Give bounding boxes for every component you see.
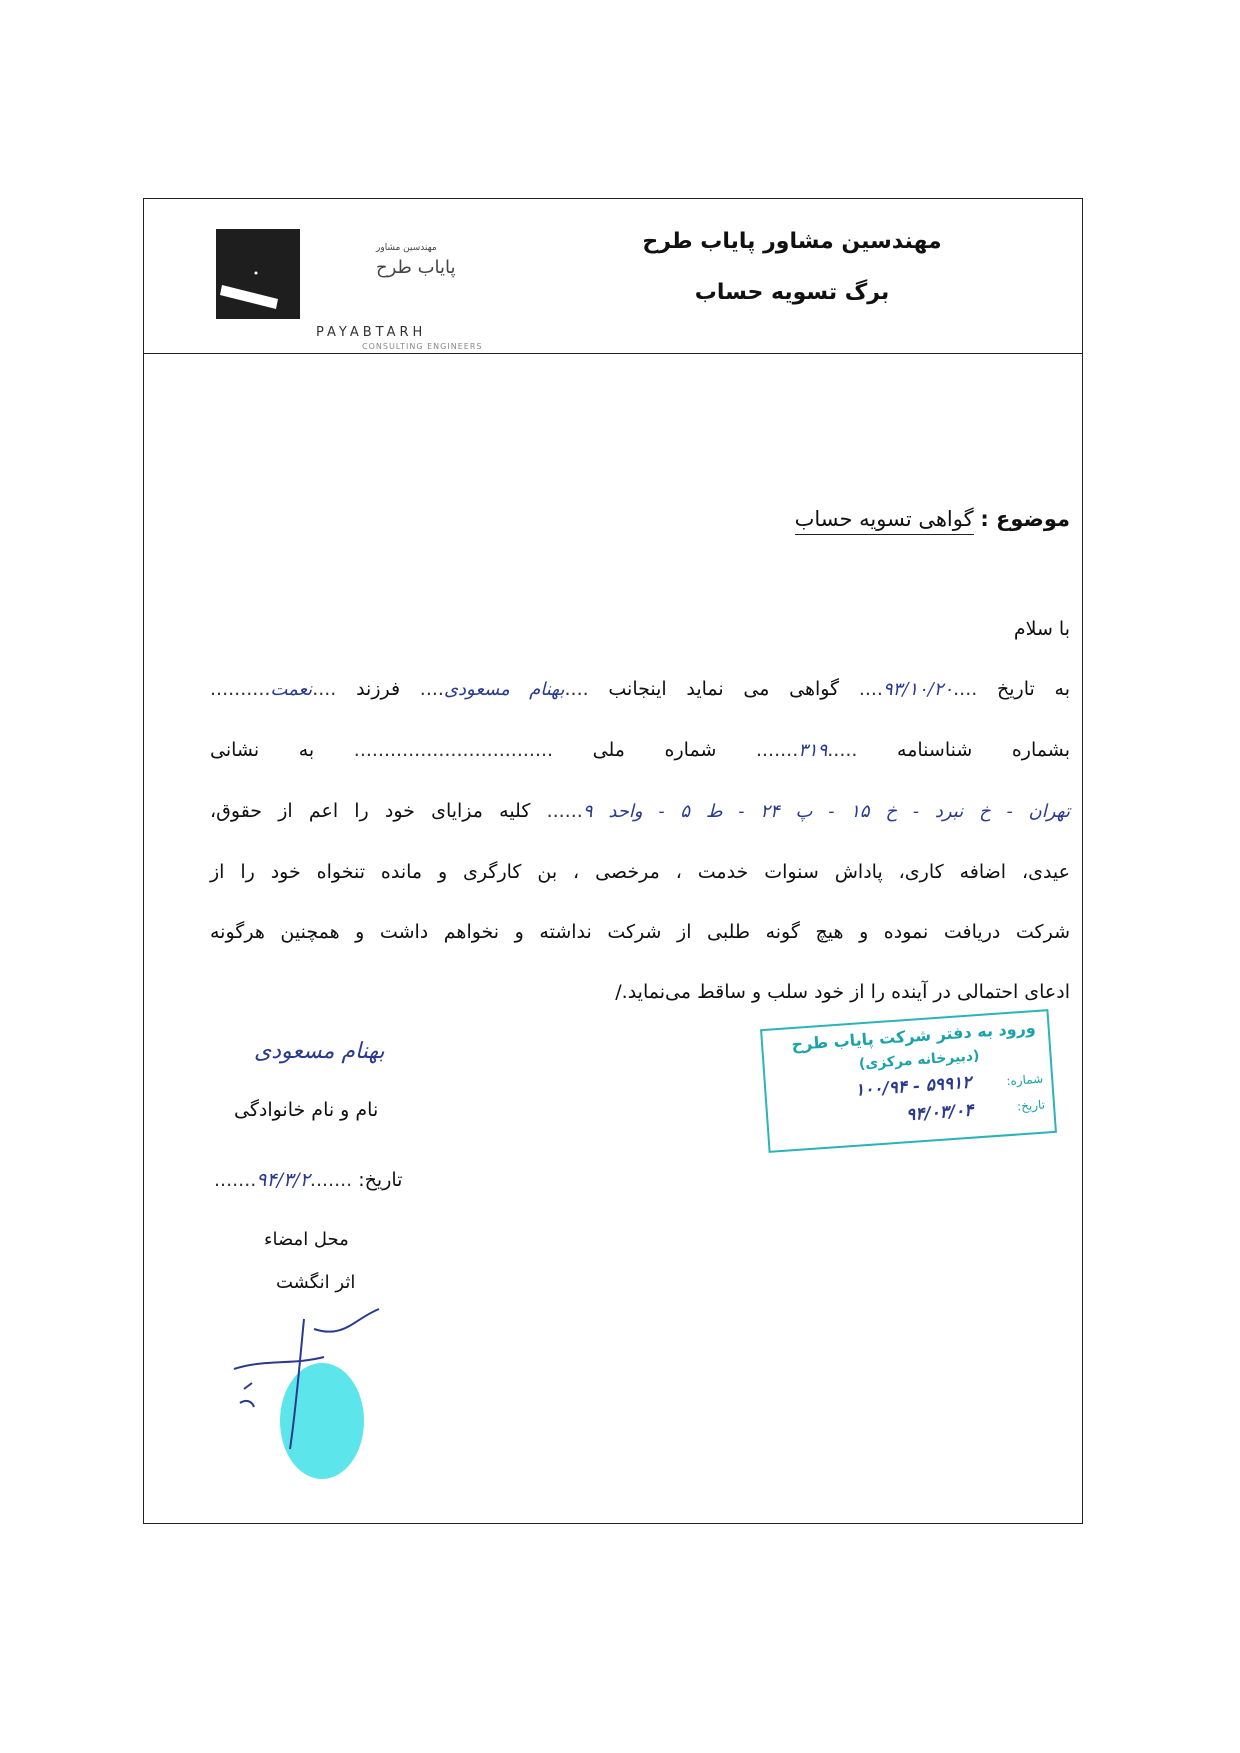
subject-label: موضوع : [980, 507, 1070, 531]
signer-name-handwritten: بهنام مسعودی [254, 1039, 385, 1064]
body-line-5: شرکت دریافت نموده و هیچ گونه طلبی از شرکت نداشته و نخواهم داشت و همچنین هرگونه [210, 921, 1070, 943]
stamp-date-label: تاریخ: [1016, 1097, 1046, 1114]
logo-fa-name: پایاب طرح [376, 257, 456, 278]
father-name-filled: نعمت [270, 679, 313, 700]
registry-stamp [760, 1009, 1057, 1153]
form-title: برگ تسویه حساب [694, 280, 890, 305]
company-name: مهندسین مشاور پایاب طرح [642, 229, 942, 254]
logo-mark-icon [216, 229, 300, 319]
date-filled: ۹۳/۱۰/۲۰ [882, 679, 954, 700]
logo-fa-small: مهندسین مشاور [376, 243, 437, 253]
company-logo [216, 229, 486, 351]
form-frame [143, 198, 1083, 1524]
id-number-label: بشماره شناسنامه [897, 739, 1070, 761]
stamp-number-value: ۵۹۹۱۲ - ۱۰۰/۹۴ [854, 1072, 972, 1101]
subject [795, 507, 1070, 531]
subject-value: گواهی تسویه حساب [795, 507, 974, 535]
logo-en-sub: CONSULTING ENGINEERS [362, 342, 483, 351]
national-id-label: شماره ملی [592, 739, 717, 761]
address-label: به نشانی [210, 739, 315, 761]
id-number-filled: ۳۱۹ [798, 740, 828, 761]
signature-date-label: تاریخ: [358, 1169, 403, 1191]
letter-body [210, 599, 1070, 1022]
child-of-text: فرزند [356, 678, 401, 700]
body-line-1: به تاریخ ....۹۳/۱۰/۲۰.... گواهی می نماید اینجانب ....بهنام مسعودی.... فرزند ....نعمت.......... [210, 678, 1070, 700]
certify-text: گواهی می نماید اینجانب [608, 678, 840, 700]
name-filled: بهنام مسعودی [443, 679, 565, 700]
signature-date: تاریخ: .......۹۴/۳/۲....... [214, 1169, 403, 1191]
name-label: نام و نام خانوادگی [234, 1099, 379, 1121]
stamp-title: ورود به دفتر شرکت پایاب طرح [790, 1018, 1037, 1055]
greeting: با سلام [1013, 618, 1070, 640]
logo-en-name: PAYABTARH [316, 325, 427, 340]
stamp-subtitle: (دبیرخانه مرکزی) [858, 1048, 980, 1073]
signature-date-filled: ۹۴/۳/۲ [256, 1169, 310, 1191]
signature-and-fingerprint [204, 1299, 404, 1489]
stamp-number-label: شماره: [1005, 1071, 1044, 1089]
fingerprint-label: اثر انگشت [276, 1272, 356, 1293]
date-intro: به تاریخ [997, 678, 1070, 700]
fingerprint-icon [280, 1363, 364, 1479]
header-divider [144, 353, 1082, 354]
address-filled: تهران - خ نبرد - خ ۱۵ - پ ۲۴ - ط ۵ - واحد ۹ [582, 801, 1070, 822]
body-line-4: عیدی، اضافه کاری، پاداش سنوات خدمت ، مرخصی ، بن کارگری و مانده تنخواه خود را از [210, 861, 1070, 883]
stamp-date-value: ۹۴/۰۳/۰۴ [905, 1100, 974, 1126]
signature-place-label: محل امضاء [264, 1229, 349, 1250]
body-line-2: بشماره شناسنامه .....۳۱۹....... شماره ملی ................................. به نشانی [210, 739, 1070, 761]
body-line-6: ادعای احتمالی در آینده را از خود سلب و ساقط می‌نماید./ [615, 981, 1070, 1003]
body-line-3: تهران - خ نبرد - خ ۱۵ - پ ۲۴ - ط ۵ - واحد ۹...... کلیه مزایای خود را اعم از حقوق، [210, 800, 1070, 822]
header [622, 229, 962, 305]
benefits-text: کلیه مزایای خود را اعم از حقوق، [210, 800, 531, 822]
